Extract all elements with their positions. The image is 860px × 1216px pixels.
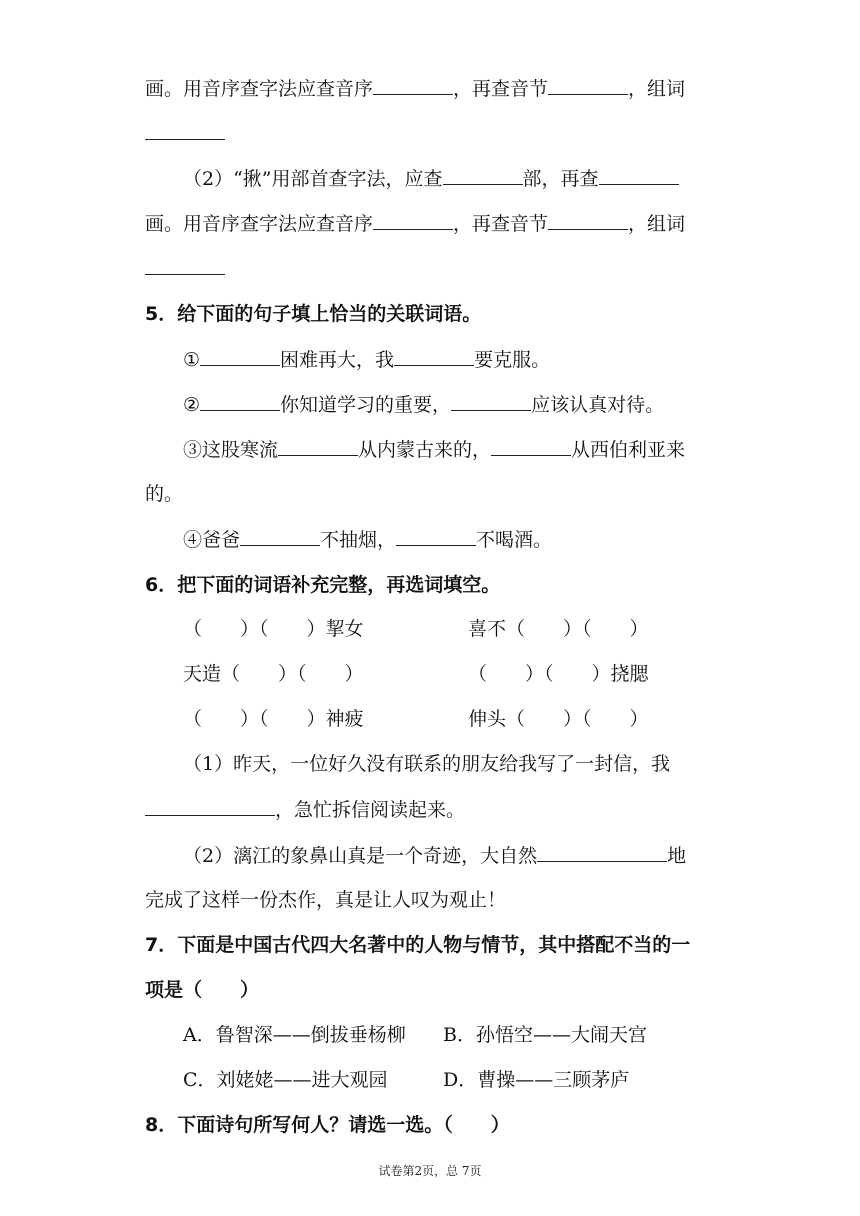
- q5-item-1: ① 困难再大，我 要克服。: [183, 349, 551, 371]
- answer-blank[interactable]: [278, 437, 358, 456]
- q6-sentence-1-line1: （1）昨天，一位好久没有联系的朋友给我写了一封信，我: [183, 753, 671, 775]
- q6-word-1: （ ）（ ）挈女: [183, 618, 364, 640]
- q7-option-d[interactable]: D．曹操——三顾茅庐: [443, 1069, 630, 1091]
- answer-blank[interactable]: [373, 211, 453, 230]
- question-7-title-line2: 项是（ ）: [145, 979, 260, 1001]
- q6-sentence-1-line2: ，急忙拆信阅读起来。: [145, 797, 465, 822]
- answer-blank[interactable]: [548, 76, 628, 95]
- answer-blank[interactable]: [145, 256, 225, 275]
- q6-word-2: 喜不（ ）（ ）: [468, 618, 649, 640]
- answer-blank[interactable]: [491, 437, 571, 456]
- answer-blank[interactable]: [548, 211, 628, 230]
- q5-item-3: ③这股寒流 从内蒙古来的， 从西伯利亚来: [183, 439, 686, 461]
- q6-word-3: 天造（ ）（ ）: [183, 663, 364, 685]
- q4-p1-line2: [145, 121, 225, 146]
- q5-item-4: ④爸爸 不抽烟， 不喝酒。: [183, 529, 553, 551]
- question-7-title-line1: 7．下面是中国古代四大名著中的人物与情节，其中搭配不当的一: [145, 934, 691, 956]
- q4-p2-line1: （2）“揪”用部首查字法，应查 部，再查: [183, 166, 679, 191]
- answer-blank[interactable]: [537, 843, 667, 862]
- question-5-title: 5．给下面的句子填上恰当的关联词语。: [145, 303, 482, 325]
- answer-blank[interactable]: [145, 797, 275, 816]
- question-6-title: 6．把下面的词语补充完整，再选词填空。: [145, 574, 501, 596]
- answer-blank[interactable]: [599, 166, 679, 185]
- answer-blank[interactable]: [394, 347, 474, 366]
- q6-sentence-2-line1: （2）漓江的象鼻山真是一个奇迹，大自然 地: [183, 845, 687, 867]
- q4-p2-line3: [145, 256, 225, 281]
- q6-word-5: （ ）（ ）神疲: [183, 708, 364, 730]
- answer-blank[interactable]: [200, 347, 280, 366]
- q5-item-3-cont: 的。: [145, 483, 184, 505]
- page-footer: 试卷第2页，总 7页: [378, 1164, 482, 1178]
- q4-p2-line2: 画。用音序查字法应查音序 ，再查音节 ，组词: [145, 213, 686, 235]
- answer-blank[interactable]: [451, 392, 531, 411]
- answer-blank[interactable]: [145, 121, 225, 140]
- answer-blank[interactable]: [443, 166, 523, 185]
- answer-blank[interactable]: [200, 392, 280, 411]
- q6-sentence-2-line2: 完成了这样一份杰作，真是让人叹为观止！: [145, 889, 507, 911]
- answer-blank[interactable]: [240, 527, 320, 546]
- q7-option-b[interactable]: B．孙悟空——大闹天宫: [443, 1024, 647, 1046]
- q5-item-2: ② 你知道学习的重要， 应该认真对待。: [183, 394, 665, 416]
- q4-p1-line1: 画。用音序查字法应查音序 ，再查音节 ，组词: [145, 78, 686, 100]
- answer-blank[interactable]: [373, 76, 453, 95]
- q6-word-6: 伸头（ ）（ ）: [468, 708, 649, 730]
- answer-blank[interactable]: [396, 527, 476, 546]
- q7-option-c[interactable]: C．刘姥姥——进大观园: [183, 1069, 388, 1091]
- question-8-title: 8．下面诗句所写何人？请选一选。（ ）: [145, 1114, 510, 1136]
- q7-option-a[interactable]: A．鲁智深——倒拔垂杨柳: [183, 1024, 406, 1046]
- q6-word-4: （ ）（ ）挠腮: [468, 663, 649, 685]
